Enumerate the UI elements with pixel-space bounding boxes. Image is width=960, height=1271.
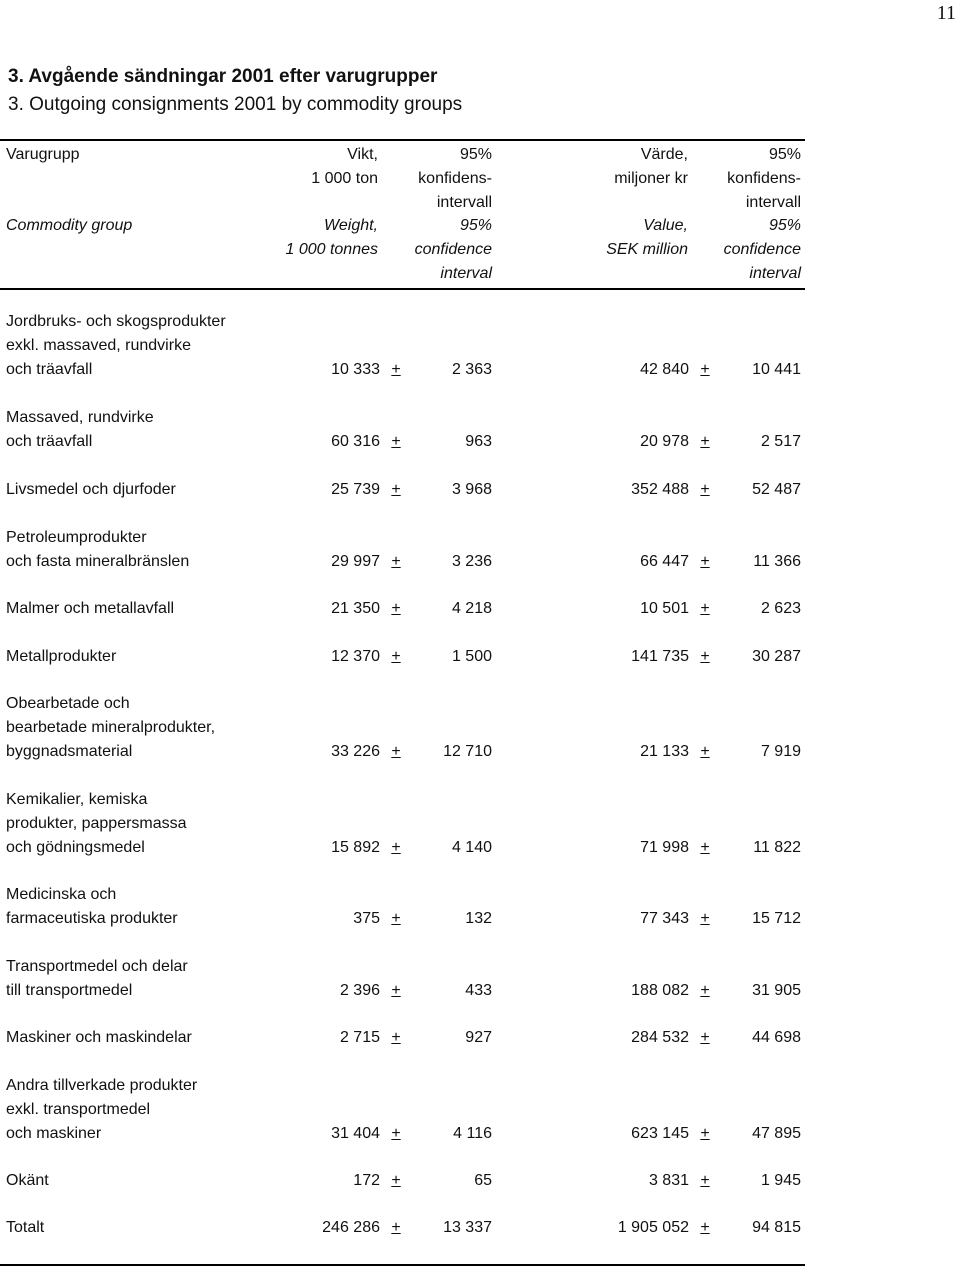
- row-weight-ci-value: 13 337: [443, 1219, 492, 1236]
- row-plus-minus-symbol: +: [700, 361, 710, 378]
- row-plus-minus-symbol: +: [391, 600, 401, 617]
- row-weight-value: 10 333: [331, 361, 380, 378]
- header-ci-value-en: 95% confidence interval: [723, 217, 801, 282]
- header-group-sv: Varugrupp: [6, 146, 80, 163]
- row-commodity-name: Metallprodukter: [6, 648, 117, 665]
- row-plus-minus-symbol: +: [700, 1172, 710, 1189]
- table-top-rule: [0, 139, 805, 141]
- row-plus-minus-symbol: +: [391, 1029, 401, 1046]
- row-weight-ci-value: 12 710: [443, 743, 492, 760]
- row-plus-minus-symbol: +: [700, 743, 710, 760]
- row-commodity-name: Jordbruks- och skogsprodukter exkl. massaved, rundvirke och träavfall: [6, 313, 226, 378]
- row-plus-minus-symbol: +: [700, 481, 710, 498]
- row-weight-ci-value: 927: [465, 1029, 492, 1046]
- header-ci-weight-en: 95% confidence interval: [414, 217, 492, 282]
- row-weight-ci-value: 65: [474, 1172, 492, 1189]
- page-number: 11: [936, 2, 956, 24]
- row-value-value: 10 501: [640, 600, 689, 617]
- header-weight-sv: Vikt, 1 000 ton: [311, 146, 378, 187]
- row-commodity-name: Andra tillverkade produkter exkl. transportmedel och maskiner: [6, 1077, 198, 1142]
- row-weight-value: 12 370: [331, 648, 380, 665]
- row-plus-minus-symbol: +: [700, 1029, 710, 1046]
- row-commodity-name: Totalt: [6, 1219, 45, 1236]
- title-english: 3. Outgoing consignments 2001 by commodity groups: [8, 94, 463, 115]
- title-swedish: 3. Avgående sändningar 2001 efter varugrupper: [8, 66, 438, 87]
- row-commodity-name: Malmer och metallavfall: [6, 600, 175, 617]
- header-group-en: Commodity group: [6, 217, 133, 234]
- row-value-ci-value: 1 945: [760, 1172, 801, 1189]
- row-plus-minus-symbol: +: [391, 839, 401, 856]
- row-value-ci-value: 94 815: [752, 1219, 801, 1236]
- row-weight-ci-value: 3 236: [451, 553, 492, 570]
- row-plus-minus-symbol: +: [391, 553, 401, 570]
- row-value-value: 3 831: [648, 1172, 689, 1189]
- row-weight-value: 21 350: [331, 600, 380, 617]
- row-commodity-name: Petroleumprodukter och fasta mineralbränslen: [6, 529, 190, 570]
- row-commodity-name: Massaved, rundvirke och träavfall: [6, 409, 154, 450]
- row-weight-ci-value: 132: [465, 910, 492, 927]
- row-plus-minus-symbol: +: [700, 433, 710, 450]
- row-weight-value: 31 404: [331, 1125, 380, 1142]
- row-plus-minus-symbol: +: [391, 481, 401, 498]
- row-plus-minus-symbol: +: [391, 433, 401, 450]
- row-value-value: 71 998: [640, 839, 689, 856]
- row-value-ci-value: 7 919: [760, 743, 801, 760]
- row-weight-value: 246 286: [322, 1219, 380, 1236]
- row-value-value: 141 735: [631, 648, 689, 665]
- row-plus-minus-symbol: +: [391, 910, 401, 927]
- row-commodity-name: Maskiner och maskindelar: [6, 1029, 192, 1046]
- row-plus-minus-symbol: +: [700, 1219, 710, 1236]
- row-plus-minus-symbol: +: [700, 910, 710, 927]
- row-plus-minus-symbol: +: [391, 743, 401, 760]
- row-value-ci-value: 31 905: [752, 982, 801, 999]
- row-weight-ci-value: 433: [465, 982, 492, 999]
- row-weight-value: 15 892: [331, 839, 380, 856]
- row-value-value: 21 133: [640, 743, 689, 760]
- row-commodity-name: Transportmedel och delar till transportmedel: [6, 958, 188, 999]
- row-value-value: 66 447: [640, 553, 689, 570]
- row-commodity-name: Kemikalier, kemiska produkter, pappersmassa och gödningsmedel: [6, 791, 187, 856]
- row-weight-ci-value: 4 218: [451, 600, 492, 617]
- row-commodity-name: Livsmedel och djurfoder: [6, 481, 176, 498]
- row-plus-minus-symbol: +: [391, 1125, 401, 1142]
- row-plus-minus-symbol: +: [391, 1172, 401, 1189]
- row-weight-ci-value: 2 363: [451, 361, 492, 378]
- table-bottom-rule: [0, 1264, 805, 1266]
- header-weight-en: Weight, 1 000 tonnes: [285, 217, 378, 258]
- row-commodity-name: Obearbetade och bearbetade mineralprodukter, byggnadsmaterial: [6, 695, 216, 760]
- row-plus-minus-symbol: +: [700, 982, 710, 999]
- row-value-ci-value: 11 822: [753, 839, 801, 856]
- header-ci-value-sv: 95% konfidens- intervall: [727, 146, 801, 211]
- row-value-value: 20 978: [640, 433, 689, 450]
- row-weight-ci-value: 3 968: [451, 481, 492, 498]
- row-plus-minus-symbol: +: [391, 361, 401, 378]
- row-commodity-name: Okänt: [6, 1172, 49, 1189]
- row-value-ci-value: 10 441: [752, 361, 801, 378]
- row-plus-minus-symbol: +: [700, 600, 710, 617]
- row-commodity-name: Medicinska och farmaceutiska produkter: [6, 886, 178, 927]
- row-value-ci-value: 47 895: [752, 1125, 801, 1142]
- row-weight-value: 60 316: [331, 433, 380, 450]
- row-plus-minus-symbol: +: [700, 648, 710, 665]
- row-weight-ci-value: 963: [465, 433, 492, 450]
- row-value-value: 1 905 052: [617, 1219, 689, 1236]
- row-value-value: 42 840: [640, 361, 689, 378]
- row-value-ci-value: 15 712: [752, 910, 801, 927]
- row-plus-minus-symbol: +: [391, 982, 401, 999]
- row-value-ci-value: 2 623: [760, 600, 801, 617]
- row-weight-value: 375: [353, 910, 380, 927]
- header-ci-weight-sv: 95% konfidens- intervall: [418, 146, 492, 211]
- row-plus-minus-symbol: +: [700, 839, 710, 856]
- row-plus-minus-symbol: +: [700, 1125, 710, 1142]
- row-weight-value: 25 739: [331, 481, 380, 498]
- row-value-value: 352 488: [631, 481, 689, 498]
- header-value-en: Value, SEK million: [606, 217, 688, 258]
- row-value-ci-value: 2 517: [760, 433, 801, 450]
- row-weight-value: 2 715: [339, 1029, 380, 1046]
- row-plus-minus-symbol: +: [700, 553, 710, 570]
- row-value-value: 77 343: [640, 910, 689, 927]
- row-value-ci-value: 11 366: [753, 553, 801, 570]
- row-plus-minus-symbol: +: [391, 648, 401, 665]
- row-weight-ci-value: 4 116: [453, 1125, 492, 1142]
- row-value-value: 188 082: [631, 982, 689, 999]
- row-weight-value: 29 997: [331, 553, 380, 570]
- header-bottom-rule: [0, 288, 805, 290]
- row-weight-value: 33 226: [331, 743, 380, 760]
- row-value-ci-value: 44 698: [752, 1029, 801, 1046]
- row-value-value: 284 532: [631, 1029, 689, 1046]
- row-weight-value: 2 396: [339, 982, 380, 999]
- row-weight-value: 172: [353, 1172, 380, 1189]
- row-plus-minus-symbol: +: [391, 1219, 401, 1236]
- row-weight-ci-value: 4 140: [451, 839, 492, 856]
- row-value-ci-value: 52 487: [752, 481, 801, 498]
- row-value-ci-value: 30 287: [752, 648, 801, 665]
- row-weight-ci-value: 1 500: [451, 648, 492, 665]
- row-value-value: 623 145: [631, 1125, 689, 1142]
- header-value-sv: Värde, miljoner kr: [614, 146, 688, 187]
